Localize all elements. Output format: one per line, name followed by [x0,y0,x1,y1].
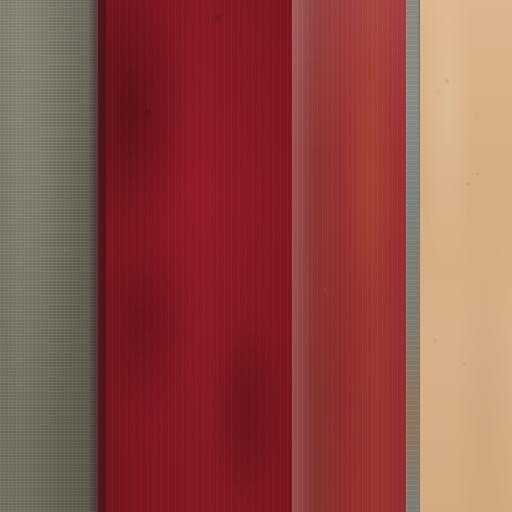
light-red-wood-strip [292,0,406,512]
left-linen-panel [0,0,98,512]
dark-red-wood-strip [98,0,292,512]
tan-paper-panel [420,0,512,512]
left-shadow [88,0,106,512]
